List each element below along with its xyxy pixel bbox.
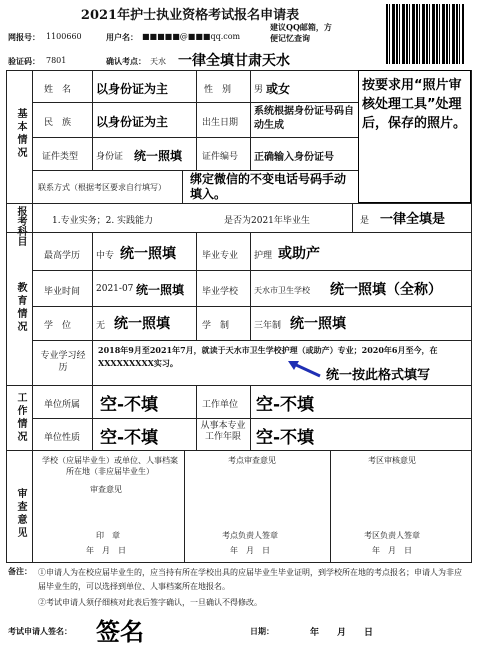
highest-fill: 统一照填 bbox=[120, 246, 176, 262]
exam-site-fill: 一律全填甘肃天水 bbox=[178, 53, 290, 69]
exam-site-label: 确认考点： bbox=[106, 56, 146, 66]
verify-code: 7801 bbox=[46, 56, 67, 65]
degree-value: 无 bbox=[96, 321, 106, 331]
degree-fill: 统一照填 bbox=[114, 316, 170, 332]
history-note: 统一按此格式填写 bbox=[326, 368, 431, 383]
id-no-fill: 正确输入身份证号 bbox=[254, 152, 334, 163]
review-col1-seal: 印 章 bbox=[96, 531, 120, 540]
exam-site: 天水 bbox=[150, 57, 166, 66]
major-fill: 或助产 bbox=[278, 246, 320, 262]
position-fill: 空-不填 bbox=[256, 395, 315, 415]
nature-label: 单位性质 bbox=[44, 433, 81, 443]
signature-label: 考试申请人签名： bbox=[8, 626, 72, 636]
system-value: 三年制 bbox=[254, 321, 282, 331]
review-col1-date: 年 月 日 bbox=[86, 546, 126, 555]
history-text: 2018年9月至2021年7月，就读于天水市卫生学校护理（或助产）专业；2020年6月至今，在XXXXXXXXX实习。 bbox=[98, 345, 438, 368]
highest-label: 最高学历 bbox=[44, 251, 81, 261]
grad-fill: 一律全填是 bbox=[380, 212, 446, 227]
major-value: 护理 bbox=[254, 251, 273, 261]
note-1: ①申请人为在校应届毕业生的，应当持有所在学校出具的应届毕业生毕业证明，到学校所在地的考点报名；申请人为非应届毕业生的，可以选择到单位、人事档案所在地报名。 bbox=[38, 568, 462, 591]
name-fill: 以身份证为主 bbox=[96, 82, 169, 96]
system-fill: 统一照填 bbox=[290, 316, 346, 332]
school-label: 毕业学校 bbox=[202, 287, 239, 297]
photo-note: 按要求用“照片审核处理工具”处理后，保存的照片。 bbox=[362, 78, 467, 131]
review-col1-title: 学校（应届毕业生）或单位、人事档案所在地（非应届毕业生） bbox=[42, 456, 178, 476]
section-basic: 基本情况 bbox=[15, 108, 26, 160]
subjects-value: 1.专业实务；2. 实践能力 bbox=[52, 216, 154, 226]
id-type-fill: 统一照填 bbox=[134, 149, 183, 163]
review-col3-sign: 考区负责人签章 bbox=[364, 531, 420, 540]
section-work: 工作情况 bbox=[15, 392, 26, 444]
notes-label: 备注： bbox=[8, 566, 32, 576]
nature-fill: 空-不填 bbox=[100, 428, 159, 448]
date-value: 年 月 日 bbox=[310, 628, 374, 638]
history-label: 专业学习经历 bbox=[40, 351, 86, 373]
grad-time-label: 毕业时间 bbox=[44, 287, 81, 297]
years-label: 从事本专业工作年限 bbox=[200, 421, 246, 442]
system-label: 学 制 bbox=[202, 321, 230, 331]
username-label: 用户名： bbox=[106, 32, 138, 42]
review-col3-title: 考区审核意见 bbox=[368, 456, 416, 465]
contact-fill: 绑定微信的不变电话号码手动填入。 bbox=[190, 172, 347, 201]
unit-fill: 空-不填 bbox=[100, 395, 159, 415]
note-2: ②考试申请人须仔细核对此表后签字确认，一旦确认不得修改。 bbox=[38, 598, 262, 607]
ethnicity-fill: 以身份证为主 bbox=[96, 115, 169, 129]
reg-no-label: 网报号： bbox=[8, 32, 40, 42]
review-col2-title: 考点审查意见 bbox=[228, 456, 276, 465]
ethnicity-label: 民 族 bbox=[44, 118, 72, 128]
username-value: ■■■■■@■■■qq.com bbox=[142, 32, 241, 41]
verify-label: 验证码： bbox=[8, 56, 40, 66]
name-label: 姓 名 bbox=[44, 85, 72, 95]
major-label: 毕业专业 bbox=[202, 251, 239, 261]
review-col3-date: 年 月 日 bbox=[372, 546, 412, 555]
grad-time-value: 2021-07 bbox=[96, 284, 134, 294]
grad-time-fill: 统一照填 bbox=[136, 283, 185, 297]
gender-fill: 或女 bbox=[266, 82, 291, 96]
reg-no: 1100660 bbox=[46, 32, 82, 41]
review-col1-sub: 审查意见 bbox=[90, 485, 122, 494]
gender-label: 性 别 bbox=[204, 85, 232, 95]
id-type-label: 证件类型 bbox=[42, 152, 79, 162]
review-col2-date: 年 月 日 bbox=[230, 546, 270, 555]
grad-question: 是否为2021年毕业生 bbox=[224, 216, 310, 226]
qq-note: 建议QQ邮箱，方便记忆查询 bbox=[270, 22, 332, 43]
contact-label: 联系方式（根据考区要求自行填写） bbox=[38, 183, 166, 192]
form-title: 2021年护士执业资格考试报名申请表 bbox=[80, 8, 300, 23]
degree-label: 学 位 bbox=[44, 321, 72, 331]
signature-fill: 签名 bbox=[96, 618, 144, 646]
id-no-label: 证件编号 bbox=[202, 152, 239, 162]
grad-value: 是 bbox=[360, 216, 370, 226]
highest-value: 中专 bbox=[96, 251, 115, 261]
unit-label: 单位所属 bbox=[44, 400, 81, 410]
school-value: 天水市卫生学校 bbox=[254, 286, 310, 295]
school-fill: 统一照填（全称） bbox=[330, 282, 442, 298]
arrow-icon bbox=[286, 358, 322, 380]
id-type-value: 身份证 bbox=[96, 152, 124, 162]
review-col2-sign: 考点负责人签章 bbox=[222, 531, 278, 540]
position-label: 工作单位 bbox=[202, 400, 239, 410]
dob-fill: 系统根据身份证号码自动生成 bbox=[254, 106, 354, 131]
dob-label: 出生日期 bbox=[202, 118, 239, 128]
section-review: 审查意见 bbox=[15, 488, 26, 540]
years-fill: 空-不填 bbox=[256, 428, 315, 448]
section-subjects: 报考科目 bbox=[15, 206, 26, 246]
barcode bbox=[386, 4, 464, 64]
section-education: 教育情况 bbox=[15, 282, 26, 334]
date-label: 日期： bbox=[250, 626, 274, 636]
gender-value: 男 bbox=[254, 85, 264, 95]
